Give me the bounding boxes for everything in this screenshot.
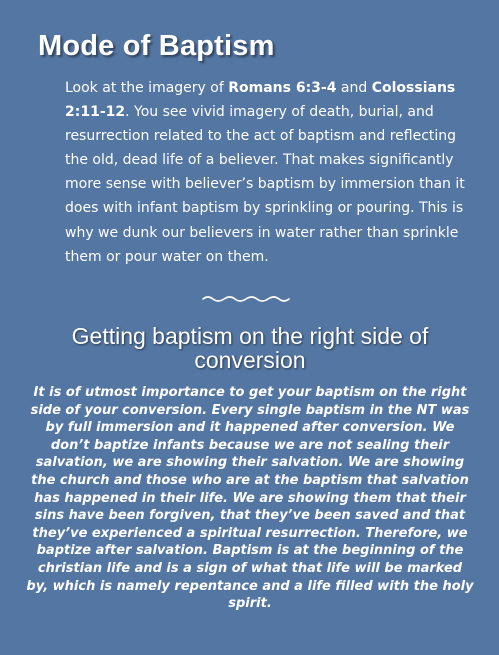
page-title: Mode of Baptism xyxy=(38,30,275,62)
scripture-ref-colossians: Colossians 2:11-12 xyxy=(65,80,456,121)
intro-rest: . You see vivid imagery of death, burial, and resurrection related to the act of baptism and reflecting the old, dead life of a believer. That makes significantly more sense with believer’s baptism by immersion than it does with infant baptism by sprinkling or pouring. This is why we dunk our believers in water rather than sprinkle them or pour water on them. xyxy=(65,104,465,265)
intro-join: and xyxy=(336,80,372,96)
section-heading: Getting baptism on the right side of conversion xyxy=(71,323,429,373)
scripture-ref-romans: Romans 6:3-4 xyxy=(228,80,337,96)
body-paragraph: It is of utmost importance to get your baptism on the right side of your conversion. Every single baptism in the NT was by full immersion and it happened after conversion. We don’t baptize infants because we are not sealing their salvation, we are showing their salvation. We are showing the church and those who are at the baptism that salvation has happened in their life. We are showing them that their sins have been forgiven, that they’ve been saved and that they’ve experienced a spiritual resurrection. Therefore, we baptize after salvation. Baptism is at the beginning of the christian life and is a sign of what that life will be marked by, which is namely repentance and a life filled with the holy spirit. xyxy=(26,385,474,612)
wave-divider-icon xyxy=(202,294,290,304)
intro-paragraph xyxy=(65,76,470,269)
intro-lead: Look at the imagery of xyxy=(65,80,229,96)
